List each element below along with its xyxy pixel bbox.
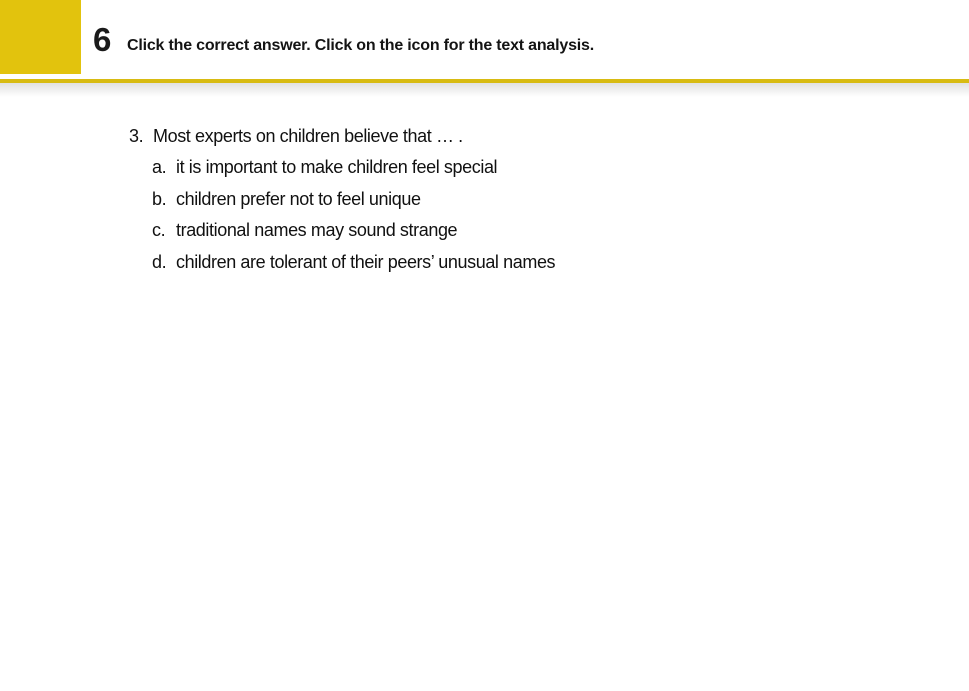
- option-text: children prefer not to feel unique: [176, 188, 421, 209]
- exercise-instruction: Click the correct answer. Click on the icon for the text analysis.: [127, 37, 594, 54]
- option-letter: b.: [152, 188, 167, 209]
- answer-options: [0, 152, 969, 278]
- answer-option-d[interactable]: [152, 247, 969, 278]
- option-letter: d.: [152, 251, 167, 272]
- answer-option-a[interactable]: [152, 152, 969, 183]
- question-area: [0, 97, 969, 278]
- gold-corner-square: [0, 0, 81, 74]
- option-letter: a.: [152, 157, 167, 178]
- question-number: 3.: [129, 126, 144, 146]
- option-letter: c.: [152, 220, 166, 241]
- option-text: it is important to make children feel special: [176, 157, 498, 178]
- question-text: Most experts on children believe that … .: [153, 126, 463, 146]
- option-text: children are tolerant of their peers’ unusual names: [176, 251, 556, 272]
- answer-option-b[interactable]: [152, 184, 969, 215]
- divider-shadow: [0, 83, 969, 97]
- answer-option-c[interactable]: [152, 215, 969, 246]
- option-text: traditional names may sound strange: [176, 220, 458, 241]
- exercise-header: [0, 0, 969, 79]
- exercise-number: 6: [93, 21, 112, 58]
- question: [129, 121, 969, 152]
